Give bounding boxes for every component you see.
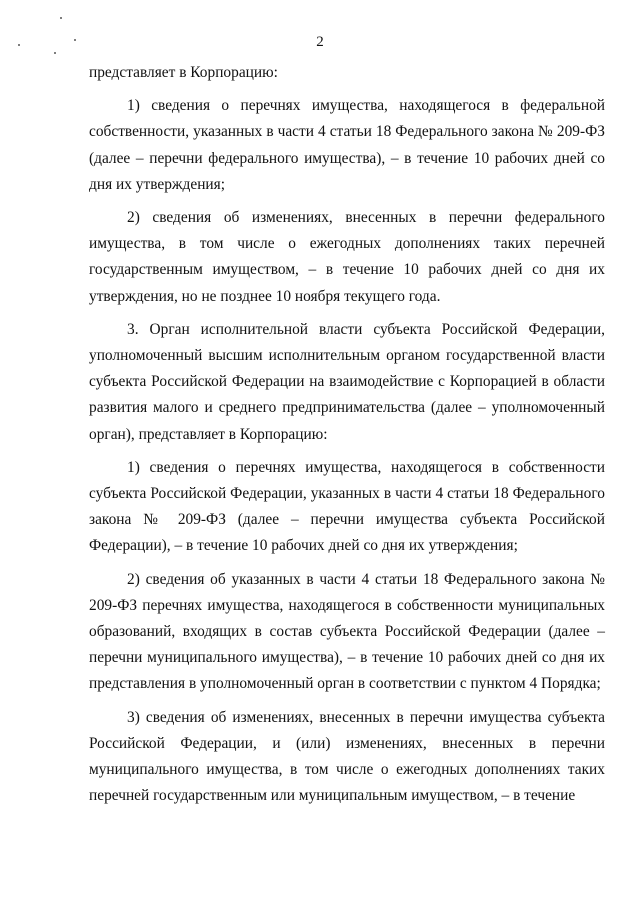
- paragraph: 3) сведения об изменениях, внесенных в перечни имущества субъекта Российской Федерации, и (или) изменениях, внесенных в перечни муниципального имущества, в том числе о ежегодных дополнениях таких перечней государственным или муниципальным имуществом, – в течение: [89, 708, 605, 805]
- paragraph: 1) сведения о перечнях имущества, находящегося в федеральной собственности, указанных в части 4 статьи 18 Федерального закона № 209-ФЗ (далее – перечни федерального имущества), – в течение 10 рабочих дней со дня их утверждения;: [89, 97, 605, 193]
- page-number: 2: [316, 34, 324, 50]
- paragraph: 3. Орган исполнительной власти субъекта Российской Федерации, уполномоченный высшим исполнительным органом государственной власти субъекта Российской Федерации на взаимодействие с Корпорацией в области развития малого и среднего предпринимательства (далее – уполномоченный орган), представляет в Корпорацию:: [89, 320, 605, 443]
- paragraph: представляет в Корпорацию:: [89, 64, 278, 81]
- scan-speck: [54, 52, 56, 54]
- paragraph: 1) сведения о перечнях имущества, находящегося в собственности субъекта Российской Федерации, указанных в части 4 статьи 18 Федерального закона № 209-ФЗ (далее – перечни имущества субъекта Российской Федерации), – в течение 10 рабочих дней со дня их утверждения;: [89, 458, 605, 555]
- paragraph: 2) сведения об указанных в части 4 статьи 18 Федерального закона № 209-ФЗ перечнях имущества, находящегося в собственности муниципальных образований, входящих в состав субъекта Российской Федерации (далее – перечни муниципального имущества), – в течение 10 рабочих дней со дня их представления в уполномоченный орган в соответствии с пунктом 4 Порядка;: [89, 570, 605, 693]
- scan-speck: [60, 17, 62, 19]
- paragraph: 2) сведения об изменениях, внесенных в перечни федерального имущества, в том числе о ежегодных дополнениях таких перечней государственным имуществом, – в течение 10 рабочих дней со дня их утверждения, но не позднее 10 ноября текущего года.: [89, 209, 605, 305]
- document-body: [89, 60, 605, 816]
